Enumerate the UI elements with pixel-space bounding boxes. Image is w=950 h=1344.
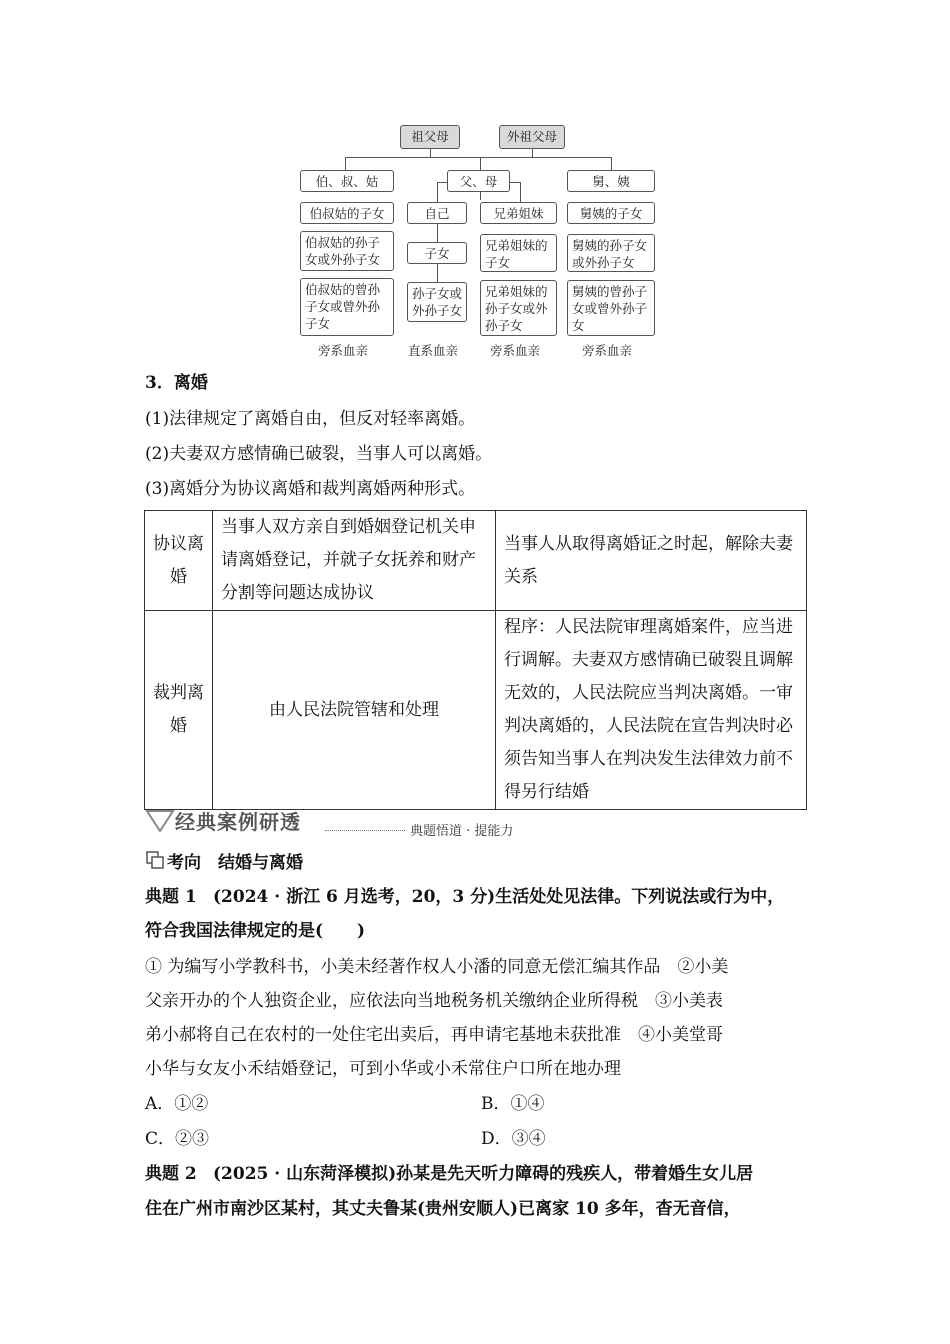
node-uncles-great-grandchildren: 伯叔姑的曾孙子女或曾外孙子女 <box>300 278 394 336</box>
cell-effect: 程序：人民法院审理离婚案件，应当进行调解。夫妻双方感情确已破裂且调解无效的，人民法院应当判决离婚。一审判决离婚的，人民法院在宣告判决时必须告知当事人在判决发生法律效力前不得另行结婚 <box>496 611 807 810</box>
caption-collateral-2: 旁系血亲 <box>490 343 541 358</box>
node-siblings-grandchildren: 兄弟姐妹的孙子女或外孙子女 <box>480 280 557 336</box>
section-heading: 3．离婚 <box>145 373 208 393</box>
cell-type: 裁判离婚 <box>145 611 213 810</box>
divorce-table <box>144 510 807 810</box>
cell-effect: 当事人从取得离婚证之时起，解除夫妻关系 <box>496 511 807 611</box>
node-maternal-children: 舅姨的子女 <box>567 202 655 224</box>
table-row <box>145 611 807 810</box>
q1-option-a: A．①② <box>145 1094 209 1114</box>
node-siblings-children: 兄弟姐妹的子女 <box>480 234 557 272</box>
caption-collateral-1: 旁系血亲 <box>318 343 369 358</box>
node-maternal-grandparents: 外祖父母 <box>499 125 565 149</box>
q1-option-c: C．②③ <box>145 1129 210 1149</box>
banner-chevron-icon <box>145 805 175 835</box>
point-2: (2)夫妻双方感情确已破裂，当事人可以离婚。 <box>145 444 493 464</box>
q1-line-2: 符合我国法律规定的是( ) <box>145 921 366 941</box>
node-grandchildren: 孙子女或外孙子女 <box>407 282 467 322</box>
node-uncles-aunts: 伯、叔、姑 <box>300 170 394 192</box>
node-grandparents: 祖父母 <box>400 125 460 149</box>
banner-subtitle: 典题悟道 · 提能力 <box>410 824 514 839</box>
node-uncles-children: 伯叔姑的子女 <box>300 202 394 224</box>
node-maternal-uncles-aunts: 舅、姨 <box>567 170 655 192</box>
q1-label: 典题 1 <box>145 887 197 907</box>
q2-line-2: 住在广州市南沙区某村，其丈夫鲁某(贵州安顺人)已离家 10 多年，杳无音信， <box>145 1199 741 1219</box>
section-banner <box>145 805 530 839</box>
topic-icon <box>145 850 165 870</box>
q2-label: 典题 2 <box>145 1164 197 1184</box>
q1-line-3: ① 为编写小学教科书，小美未经著作权人小潘的同意无偿汇编其作品 ②小美 <box>145 957 729 977</box>
caption-collateral-3: 旁系血亲 <box>582 343 633 358</box>
node-maternal-grandchildren: 舅姨的孙子女或外孙子女 <box>567 234 655 272</box>
node-uncles-grandchildren: 伯叔姑的孙子女或外孙子女 <box>300 231 394 271</box>
cell-how: 由人民法院管辖和处理 <box>213 611 496 810</box>
q1-line-1: (2024 · 浙江 6 月选考，20，3 分)生活处处见法律。下列说法或行为中， <box>213 887 785 907</box>
caption-lineal: 直系血亲 <box>408 343 459 358</box>
cell-type: 协议离婚 <box>145 511 213 611</box>
q1-option-b: B．①④ <box>481 1094 545 1114</box>
node-siblings: 兄弟姐妹 <box>480 202 557 224</box>
q2-line-1: (2025 · 山东菏泽模拟)孙某是先天听力障碍的残疾人，带着婚生女儿居 <box>213 1164 754 1184</box>
q1-line-5: 弟小郝将自己在农村的一处住宅出卖后，再申请宅基地未获批准 ④小美堂哥 <box>145 1025 723 1045</box>
node-self: 自己 <box>407 202 467 224</box>
node-children: 子女 <box>407 242 467 264</box>
node-maternal-great-grandchildren: 舅姨的曾孙子女或曾外孙子女 <box>567 280 655 336</box>
topic-title: 考向 结婚与离婚 <box>167 853 303 873</box>
q1-line-6: 小华与女友小禾结婚登记，可到小华或小禾常住户口所在地办理 <box>145 1059 621 1079</box>
banner-title: 经典案例研透 <box>175 810 301 834</box>
node-parents: 父、母 <box>447 170 510 192</box>
table-row <box>145 511 807 611</box>
q1-option-d: D．③④ <box>481 1129 546 1149</box>
point-1: (1)法律规定了离婚自由，但反对轻率离婚。 <box>145 409 476 429</box>
cell-how: 当事人双方亲自到婚姻登记机关申请离婚登记，并就子女抚养和财产分割等问题达成协议 <box>213 511 496 611</box>
point-3: (3)离婚分为协议离婚和裁判离婚两种形式。 <box>145 479 476 499</box>
q1-line-4: 父亲开办的个人独资企业，应依法向当地税务机关缴纳企业所得税 ③小美表 <box>145 991 723 1011</box>
